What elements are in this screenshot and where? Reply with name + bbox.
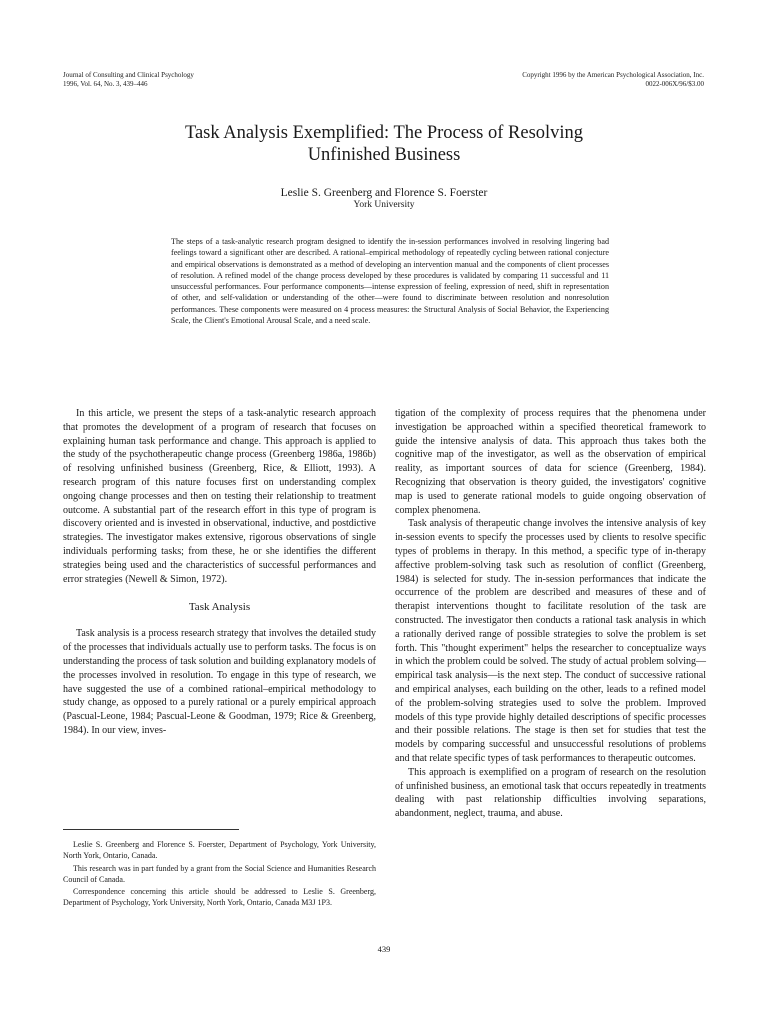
right-paragraph-1: tigation of the complexity of process requires that the phenomena under investigation be approached within a specified theoretical framework to guide the intensive analysis of data. This approach thus takes both the cognitive map of the investigator, as well as the observation of empirical reality, as important sources of data for science (Greenberg, 1984). Recognizing that observation is theory guided, the investigators' cognitive map is used to generate rational models to guide ongoing observation of complex phenomena.: [395, 408, 706, 516]
title-line-2: Unfinished Business: [307, 145, 461, 165]
footnote-affiliation: Leslie S. Greenberg and Florence S. Foerster, Department of Psychology, York University, North York, Ontario, Canada.: [63, 840, 376, 861]
author-affiliation: York University: [353, 200, 415, 210]
section-heading-task-analysis: Task Analysis: [188, 601, 251, 614]
article-title: [60, 122, 708, 166]
intro-paragraph: In this article, we present the steps of a task-analytic research approach that promotes the development of a program of research that focuses on explaining human task performance and change. This approach is applied to the study of the psychotherapeutic change process (Greenberg 1986a, 1986b) of resolving unfinished business (Greenberg, Rice, & Elliott, 1993). A research program of this nature focuses first on understanding complex ongoing change processes and then on testing their relationship to treatment outcome. A substantial part of the research effort in this type of program is discovery oriented and is invested in observational, inductive, and postdictive strategies. The investigator makes extensive, rigorous observations of single individuals performing tasks; from these, he or she identifies the different strategies being used and the characteristics of successful performances and error strategies (Newell & Simon, 1972).: [63, 408, 376, 585]
footnotes: [63, 839, 376, 910]
journal-header: [63, 71, 194, 88]
right-paragraph-2: Task analysis of therapeutic change involves the intensive analysis of key in-session events to specify the processes used by clients to resolve specific types of problems in therapy. In this method, a specific type of in-therapy affective problem-solving task such as resolution of conflict (Greenberg, 1984) is selected for study. The in-session performances that indicate the occurrence of the problem are described and measures of these and of therapist interventions thought to facilitate resolution of the task are constructed. The investigator then conducts a rational task analysis in which a rationally derived range of possible strategies to solve the problem is set forth. This "thought experiment" helps the researcher to conceptualize ways in which the problem could be solved. The study of actual problem solving—empirical task analysis—is the next step. The conduct of successive rational and empirical analyses, each building on the other, leads to a refined model of the problem-solving strategies used to solve the problem. Improved models of this type provide highly detailed descriptions of specific processes and their possible relations. The stage is then set for studies that test the models by comparing successful and unsuccessful resolutions of problems and that relate specific types of task performances to therapeutic outcomes.: [395, 518, 706, 764]
footnote-funding: This research was in part funded by a grant from the Social Science and Humanities Research Council of Canada.: [63, 863, 376, 884]
right-paragraph-3: This approach is exemplified on a program of research on the resolution of unfinished business, an emotional task that occurs repeatedly in treatments dealing with past relationship difficulties involving separations, abandonment, neglect, trauma, and abuse.: [395, 766, 706, 820]
page-number: 439: [377, 944, 391, 954]
footnote-correspondence: Correspondence concerning this article should be addressed to Leslie S. Greenberg, Department of Psychology, York University, North York, Ontario, Canada M3J 1P3.: [63, 887, 376, 908]
right-column: [395, 407, 706, 821]
article-code: 0022-006X/96/$3.00: [645, 79, 704, 88]
copyright-line: Copyright 1996 by the American Psychological Association, Inc.: [522, 71, 704, 79]
title-line-1: Task Analysis Exemplified: The Process of Resolving: [184, 123, 584, 143]
abstract: The steps of a task-analytic research program designed to identify the in-session performances involved in resolving lingering bad feelings toward a significant other are described. A rational–empirical methodology of repeatedly cycling between rational conjecture and empirical observations is demonstrated as a method of developing an intervention manual and the components of client processes of resolution. A refined model of the change process developed by these procedures is validated by comparing 11 successful and 11 unsuccessful performances. Four performance components—intense expression of feeling, expression of need, shift in representation of other, and self-validation or understanding of the other—were found to discriminate between resolution and nonresolution performances. These components were measured on 4 process measures: the Structural Analysis of Social Behavior, the Experiencing Scale, the Client's Emotional Arousal Scale, and a need scale.: [171, 237, 609, 326]
footnote-divider: [63, 829, 239, 830]
task-analysis-paragraph: Task analysis is a process research strategy that involves the detailed study of the processes that individuals actually use to perform tasks. The focus is on understanding the process of task solution and building explanatory models of the processes involved in resolution. To engage in this type of research, we have suggested the use of a combined rational–empirical methodology to study change, as opposed to a purely rational or a purely empirical approach (Pascual-Leone, 1984; Pascual-Leone & Goodman, 1979; Rice & Greenberg, 1984). In our view, inves-: [63, 628, 376, 736]
left-column: [63, 407, 376, 738]
author-names: Leslie S. Greenberg and Florence S. Foerster: [280, 187, 488, 199]
copyright-header: [522, 71, 704, 88]
journal-name: Journal of Consulting and Clinical Psychology: [63, 71, 194, 79]
journal-issue: 1996, Vol. 64, No. 3, 439–446: [63, 79, 148, 88]
